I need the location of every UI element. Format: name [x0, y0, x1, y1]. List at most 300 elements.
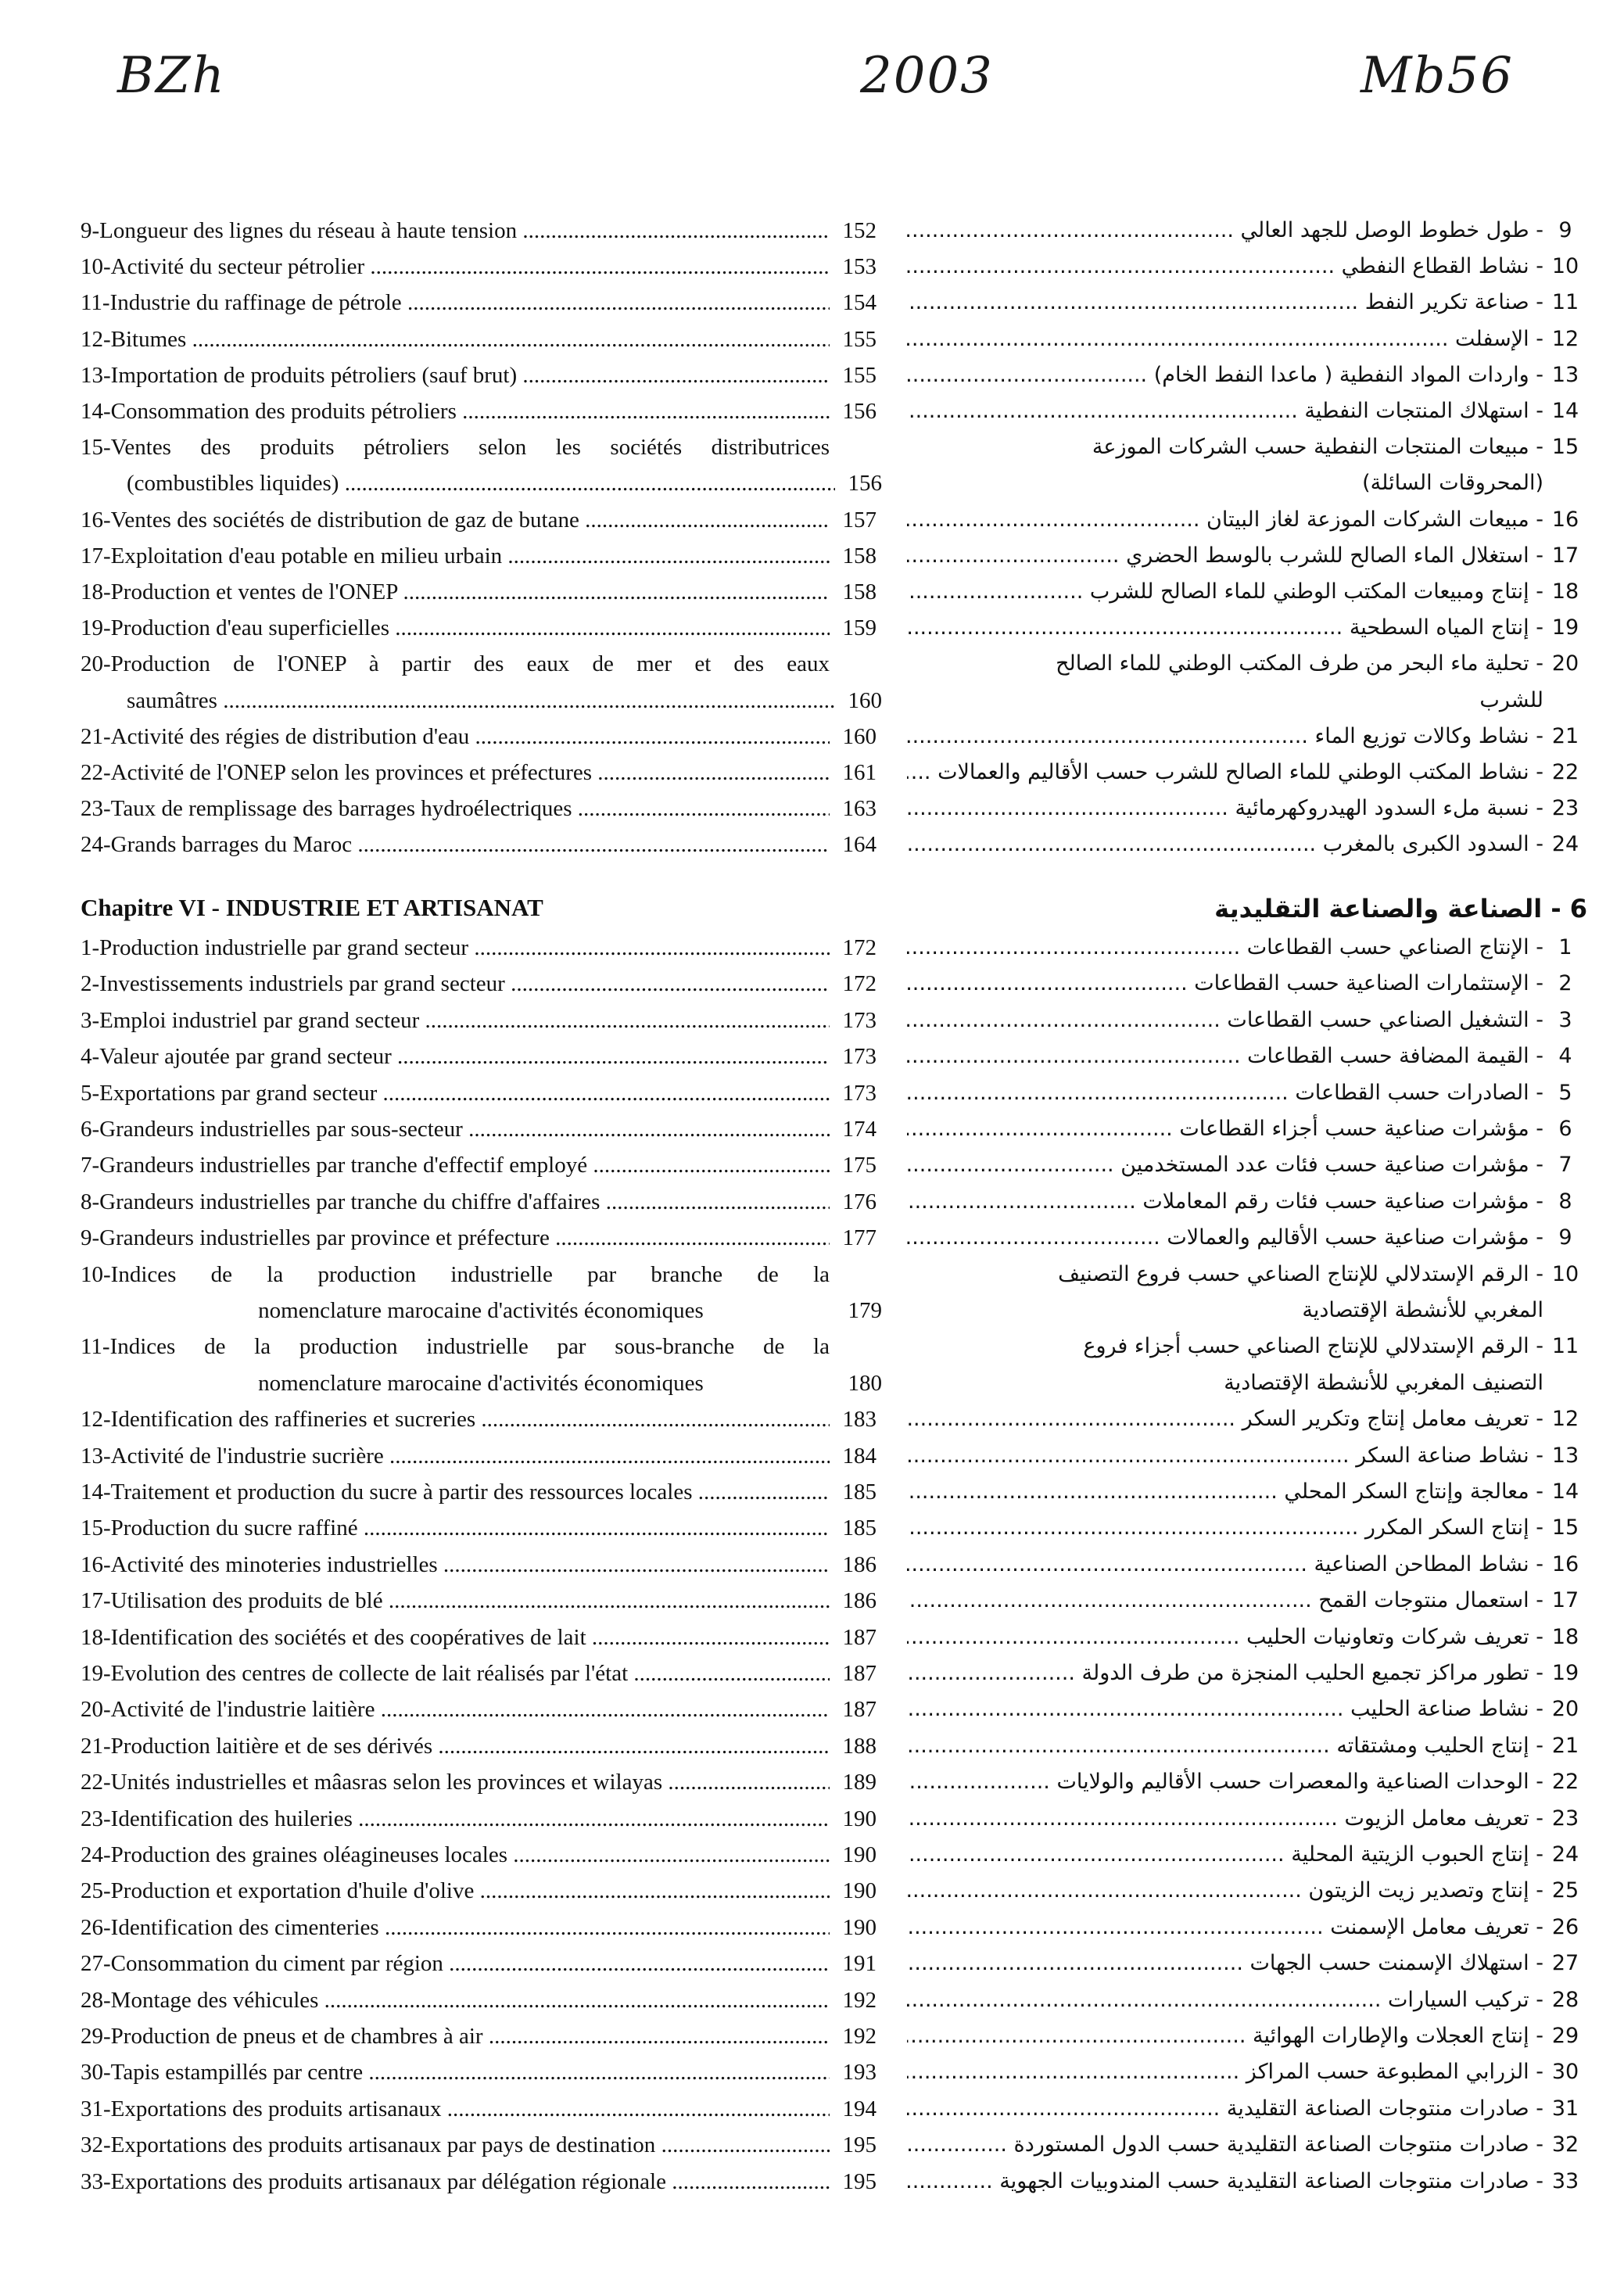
toc-entry-page: 158	[842, 543, 877, 568]
toc-entry	[81, 358, 877, 393]
toc-entry	[81, 1329, 877, 1364]
toc-entry-title: - الصادرات حسب القطاعات .....	[907, 1076, 1543, 1110]
toc-entry	[907, 1257, 1587, 1292]
toc-entry-page: 172	[842, 971, 877, 997]
toc-entry-title: - الزرابي المطبوعة حسب المراكز .....	[907, 2055, 1543, 2089]
toc-entry-number: 7	[1558, 1153, 1572, 1178]
toc-entry	[81, 1729, 877, 1763]
toc-entry-page: 154	[842, 290, 877, 316]
french-chapter-heading	[81, 894, 543, 922]
toc-entry-title: - استعمال منتوجات القمح .....	[907, 1583, 1543, 1618]
toc-entry	[81, 791, 877, 826]
toc-entry-title: 7-Grandeurs industrielles par tranche d'effectif employé .....	[81, 1148, 830, 1182]
toc-entry-title: 17-Exploitation d'eau potable en milieu urbain .....	[81, 539, 830, 573]
toc-entry-page: 189	[842, 1770, 877, 1795]
toc-entry-number: 4	[1558, 1044, 1572, 1069]
toc-entry-title: - نشاط القطاع النفطي .....	[907, 249, 1543, 284]
toc-entry	[907, 1692, 1587, 1727]
toc-entry-number: 23	[1551, 796, 1579, 821]
toc-entry	[907, 1185, 1587, 1219]
toc-entry-number: 17	[1551, 1588, 1579, 1613]
toc-entry	[81, 827, 877, 862]
toc-entry-page: 156	[842, 399, 877, 424]
toc-entry-number: 29	[1551, 2024, 1579, 2048]
toc-entry-page: 185	[842, 1515, 877, 1541]
arabic-chapter-heading: 6 - الصناعة والصناعة التقليدية	[1214, 894, 1587, 924]
toc-entry-number: 18	[1551, 1624, 1579, 1649]
toc-entry-number: 23	[1551, 1806, 1579, 1831]
toc-entry-title: - تحلية ماء البحر من طرف المكتب الوطني للماء الصالح	[1056, 651, 1543, 676]
toc-entry-number: 9	[1558, 218, 1572, 242]
toc-entry-title: - مؤشرات صناعية حسب فئات رقم المعاملات .....	[907, 1185, 1543, 1219]
toc-entry-page: 191	[842, 1951, 877, 1977]
toc-entry-page: 177	[842, 1225, 877, 1251]
toc-entry-title: - إنتاج المياه السطحية .....	[907, 611, 1543, 645]
toc-entry-page: 187	[842, 1697, 877, 1723]
toc-entry-title: 2-Investissements industriels par grand secteur .....	[81, 967, 830, 1001]
toc-entry-title: - السدود الكبرى بالمغرب .....	[907, 827, 1543, 862]
toc-entry-title: 11-Industrie du raffinage de pétrole .....	[81, 285, 830, 320]
handwritten-note-right: Mb56	[1361, 47, 1514, 105]
toc-entry-number: 11	[1551, 290, 1579, 315]
toc-entry	[907, 1112, 1587, 1146]
toc-entry	[81, 719, 877, 754]
toc-entry-page: 176	[842, 1189, 877, 1214]
toc-entry-title: 16-Activité des minoteries industrielles .....	[81, 1548, 830, 1582]
toc-entry-title: 22-Activité de l'ONEP selon les provinces et préfectures .....	[81, 755, 830, 790]
toc-entry	[907, 1765, 1587, 1799]
toc-entry-title: (combustibles liquides) .....	[86, 466, 835, 500]
toc-entry	[907, 611, 1587, 645]
toc-entry-title: - صادرات منتوجات الصناعة التقليدية حسب الدول المستوردة .....	[907, 2128, 1543, 2162]
toc-entry	[81, 1583, 877, 1618]
toc-entry-page: 194	[842, 2096, 877, 2121]
toc-entry-number: 12	[1551, 326, 1579, 351]
toc-entry-title: - إنتاج الحبوب الزيتية المحلية .....	[907, 1838, 1543, 1872]
toc-entry-title: - التشغيل الصناعي حسب القطاعات .....	[907, 1003, 1543, 1038]
toc-entry	[81, 967, 877, 1001]
toc-entry-page: 195	[842, 2168, 877, 2194]
toc-entry-title: - نشاط المكتب الوطني للماء الصالح للشرب حسب الأقاليم والعمالات .....	[907, 755, 1543, 790]
toc-entry	[907, 1402, 1587, 1436]
toc-entry	[907, 1003, 1587, 1038]
toc-entry-page: 179	[848, 1298, 882, 1323]
toc-entry-title: 12-Identification des raffineries et sucreries .....	[81, 1402, 830, 1436]
toc-entry-title: 20-Production de l'ONEP à partir des eaux de mer et des eaux	[81, 651, 830, 677]
toc-entry-number: 12	[1551, 1407, 1579, 1432]
toc-entry	[86, 683, 882, 718]
toc-entry	[907, 430, 1587, 464]
toc-entry	[81, 1076, 877, 1110]
toc-entry-page	[830, 430, 877, 464]
toc-entry	[81, 1620, 877, 1655]
toc-entry-title: - الإسفلت .....	[907, 322, 1543, 357]
toc-entry-number: 32	[1551, 2132, 1579, 2157]
toc-entry-title: 13-Importation de produits pétroliers (sauf brut) .....	[81, 358, 830, 393]
toc-entry-page: 187	[842, 1624, 877, 1650]
toc-entry-title: 27-Consommation du ciment par région .....	[81, 1946, 830, 1981]
toc-entry	[907, 1656, 1587, 1691]
toc-entry	[907, 1039, 1587, 1074]
toc-entry-title: 24-Production des graines oléagineuses locales .....	[81, 1838, 830, 1872]
toc-entry	[907, 575, 1587, 609]
toc-entry	[907, 791, 1587, 826]
toc-entry-number: 22	[1551, 1770, 1579, 1795]
toc-entry-page: 159	[842, 615, 877, 641]
toc-entry-number: 8	[1558, 1189, 1572, 1214]
toc-entry-title: - صادرات منتوجات الصناعة التقليدية .....	[907, 2092, 1543, 2126]
toc-entry-page: 155	[842, 326, 877, 352]
toc-entry-page: 187	[842, 1661, 877, 1686]
toc-entry-number: 14	[1551, 1479, 1579, 1504]
toc-entry-page: 185	[842, 1479, 877, 1505]
toc-entry-page: 192	[842, 2024, 877, 2049]
toc-entry	[907, 1329, 1587, 1364]
toc-entry-title: 33-Exportations des produits artisanaux par délégation régionale .....	[81, 2164, 830, 2199]
toc-entry	[81, 322, 877, 357]
toc-entry	[81, 611, 877, 645]
toc-entry-title: - إنتاج وتصدير زيت الزيتون .....	[907, 1874, 1543, 1908]
toc-entry-title: - الرقم الإستدلالي للإنتاج الصناعي حسب أجزاء فروع	[1083, 1334, 1543, 1359]
toc-entry-title: 13-Activité de l'industrie sucrière .....	[81, 1439, 830, 1473]
toc-entry	[907, 2092, 1587, 2126]
toc-entry	[81, 1003, 877, 1038]
toc-entry-page: 190	[842, 1842, 877, 1867]
toc-entry	[81, 1439, 877, 1473]
toc-entry-page: 186	[842, 1551, 877, 1577]
toc-entry-page	[830, 1329, 877, 1364]
toc-entry-title: - مؤشرات صناعية حسب فئات عدد المستخدمين .....	[907, 1148, 1543, 1182]
toc-entry-page: 190	[842, 1914, 877, 1940]
toc-entry	[86, 1293, 882, 1328]
toc-entry	[81, 1983, 877, 2017]
toc-entry	[907, 1729, 1587, 1763]
toc-entry-page: 161	[842, 760, 877, 785]
toc-entry	[81, 575, 877, 609]
toc-entry-number: 13	[1551, 1443, 1579, 1468]
toc-entry	[81, 1148, 877, 1182]
toc-entry-title: 8-Grandeurs industrielles par tranche du chiffre d'affaires .....	[81, 1185, 830, 1219]
toc-entry-page: 190	[842, 1806, 877, 1831]
toc-entry-number: 10	[1551, 254, 1579, 279]
toc-entry	[907, 249, 1587, 284]
toc-entry-title: 29-Production de pneus et de chambres à air .....	[81, 2019, 830, 2053]
toc-entry-number: 24	[1551, 832, 1579, 857]
toc-entry	[907, 827, 1587, 862]
toc-entry-title: 20-Activité de l'industrie laitière .....	[81, 1692, 830, 1727]
toc-entry	[81, 539, 877, 573]
toc-entry	[907, 322, 1587, 357]
toc-entry-title: 23-Taux de remplissage des barrages hydroélectriques .....	[81, 791, 830, 826]
toc-entry	[907, 967, 1587, 1001]
toc-entry-title: 25-Production et exportation d'huile d'olive .....	[81, 1874, 830, 1908]
toc-entry	[81, 285, 877, 320]
toc-entry-page: 164	[842, 832, 877, 858]
toc-entry	[907, 2055, 1587, 2089]
toc-entry	[81, 1946, 877, 1981]
toc-entry-number: 30	[1551, 2060, 1579, 2085]
toc-entry-title: المغربي للأنشطة الإقتصادية	[1302, 1298, 1543, 1322]
toc-entry	[81, 1257, 877, 1292]
toc-entry-title: - إنتاج العجلات والإطارات الهوائية .....	[907, 2019, 1543, 2053]
toc-entry-title: - نشاط صناعة الحليب .....	[907, 1692, 1543, 1727]
toc-entry	[907, 1221, 1587, 1255]
toc-entry-page: 173	[842, 1080, 877, 1106]
toc-entry	[907, 1076, 1587, 1110]
toc-entry	[907, 1910, 1587, 1945]
toc-entry-title: 21-Production laitière et de ses dérivés .....	[81, 1729, 830, 1763]
toc-entry-title: 14-Consommation des produits pétroliers .....	[81, 394, 830, 429]
toc-entry	[907, 2019, 1587, 2053]
toc-entry-title: 28-Montage des véhicules .....	[81, 1983, 830, 2017]
toc-entry-page: 160	[842, 723, 877, 749]
toc-entry-title: - الوحدات الصناعية والمعصرات حسب الأقاليم والولايات .....	[907, 1765, 1543, 1799]
toc-entry-title: - نشاط وكالات توزيع الماء .....	[907, 719, 1543, 754]
toc-entry	[907, 1439, 1587, 1473]
toc-entry-title: 17-Utilisation des produits de blé .....	[81, 1583, 830, 1618]
toc-entry	[81, 1765, 877, 1799]
toc-entry-number: 16	[1551, 1551, 1579, 1576]
toc-entry-number: 21	[1551, 1733, 1579, 1758]
toc-entry-number: 5	[1558, 1080, 1572, 1105]
toc-entry-title: 19-Production d'eau superficielles .....	[81, 611, 830, 645]
toc-entry-title: - القيمة المضافة حسب القطاعات .....	[907, 1039, 1543, 1074]
toc-entry-title: - استغلال الماء الصالح للشرب بالوسط الحضري .....	[907, 539, 1543, 573]
toc-entry	[81, 2055, 877, 2089]
toc-entry-title: - نسبة ملء السدود الهيدروكهرمائية .....	[907, 791, 1543, 826]
toc-entry-title: 4-Valeur ajoutée par grand secteur .....	[81, 1039, 830, 1074]
toc-entry-title: - نشاط صناعة السكر .....	[907, 1439, 1543, 1473]
toc-entry-number: 19	[1551, 615, 1579, 640]
toc-entry-title: - الإستثمارات الصناعية حسب القطاعات .....	[907, 967, 1543, 1001]
toc-entry	[81, 2128, 877, 2162]
toc-entry	[907, 1548, 1587, 1582]
toc-entry-title: - الرقم الإستدلالي للإنتاج الصناعي حسب فروع التصنيف	[1058, 1261, 1543, 1286]
toc-entry	[81, 1692, 877, 1727]
toc-entry	[907, 1148, 1587, 1182]
toc-entry	[907, 2164, 1587, 2199]
toc-entry-title: 15-Ventes des produits pétroliers selon les sociétés distributrices	[81, 435, 830, 461]
chapter-title: INDUSTRIE ET ARTISANAT	[225, 894, 543, 921]
toc-entry-number: 15	[1551, 435, 1579, 460]
toc-entry	[907, 1983, 1587, 2017]
toc-entry-title: - الإنتاج الصناعي حسب القطاعات .....	[907, 931, 1543, 965]
toc-entry-page: 173	[842, 1007, 877, 1033]
toc-entry-title: - معالجة وإنتاج السكر المحلي .....	[907, 1475, 1543, 1509]
toc-entry-title: - تطور مراكز تجميع الحليب المنجزة من طرف الدولة .....	[907, 1656, 1543, 1691]
toc-entry-title: - إنتاج السكر المكرر .....	[907, 1511, 1543, 1545]
toc-entry-page: 158	[842, 579, 877, 604]
toc-entry-number: 31	[1551, 2096, 1579, 2121]
toc-entry-number: 18	[1551, 579, 1579, 604]
toc-entry-title: saumâtres .....	[86, 683, 835, 718]
toc-entry-title: - استهلاك الإسمنت حسب الجهات .....	[907, 1946, 1543, 1981]
toc-entry-page: 156	[848, 471, 882, 497]
toc-entry-number: 14	[1551, 399, 1579, 423]
toc-entry-title: - إنتاج ومبيعات المكتب الوطني للماء الصالح للشرب .....	[907, 575, 1543, 609]
toc-entry	[81, 755, 877, 790]
toc-entry-number: 1	[1558, 935, 1572, 959]
toc-entry-title: 11-Indices de la production industrielle par sous-branche de la	[81, 1334, 830, 1360]
toc-entry-page: 155	[842, 362, 877, 388]
toc-entry	[81, 1802, 877, 1836]
toc-entry-title: - طول خطوط الوصل للجهد العالي .....	[907, 213, 1543, 248]
toc-entry-title: - مبيعات المنتجات النفطية حسب الشركات الموزعة	[1092, 435, 1543, 460]
toc-entry-number: 22	[1551, 760, 1579, 784]
toc-entry	[81, 213, 877, 248]
toc-entry-title: nomenclature marocaine d'activités économiques	[258, 1298, 704, 1323]
toc-entry	[907, 285, 1587, 320]
toc-entry-page: 172	[842, 935, 877, 960]
toc-entry-title: - تعريف معامل إنتاج وتكرير السكر .....	[907, 1402, 1543, 1436]
toc-entry	[907, 1802, 1587, 1836]
toc-entry-page: 153	[842, 254, 877, 280]
toc-entry-title: (المحروقات السائلة)	[1362, 471, 1543, 496]
toc-entry-page: 157	[842, 507, 877, 533]
toc-entry-title: 3-Emploi industriel par grand secteur .....	[81, 1003, 830, 1038]
toc-entry-number: 17	[1551, 543, 1579, 568]
toc-entry-title: 14-Traitement et production du sucre à partir des ressources locales .....	[81, 1475, 830, 1509]
toc-entry-title: 32-Exportations des produits artisanaux par pays de destination .....	[81, 2128, 830, 2162]
toc-entry-page: 184	[842, 1443, 877, 1469]
toc-entry	[907, 1620, 1587, 1655]
toc-entry-title: - مؤشرات صناعية حسب أجزاء القطاعات .....	[907, 1112, 1543, 1146]
toc-entry-title: - تركيب السيارات .....	[907, 1983, 1543, 2017]
toc-entry	[907, 2128, 1587, 2162]
toc-entry	[81, 1402, 877, 1436]
toc-entry	[81, 647, 877, 681]
toc-entry	[81, 1511, 877, 1545]
toc-entry-number: 24	[1551, 1842, 1579, 1867]
toc-entry-page: 186	[842, 1588, 877, 1614]
toc-entry	[81, 1112, 877, 1146]
toc-entry-title: - صناعة تكرير النفط .....	[907, 285, 1543, 320]
toc-entry-page: 188	[842, 1733, 877, 1759]
handwritten-note-left: BZh	[117, 47, 226, 105]
toc-entry-title: 5-Exportations par grand secteur .....	[81, 1076, 830, 1110]
toc-entry	[907, 647, 1587, 681]
toc-entry	[81, 1838, 877, 1872]
toc-entry	[81, 1874, 877, 1908]
toc-entry-title: 30-Tapis estampillés par centre .....	[81, 2055, 830, 2089]
toc-entry-title: nomenclature marocaine d'activités économiques	[258, 1370, 704, 1396]
toc-entry	[81, 931, 877, 965]
toc-entry	[907, 931, 1587, 965]
toc-entry-title: 1-Production industrielle par grand secteur .....	[81, 931, 830, 965]
toc-entry-title: التصنيف المغربي للأنشطة الإقتصادية	[1224, 1370, 1543, 1395]
toc-entry	[907, 1946, 1587, 1981]
toc-entry-number: 6	[1558, 1117, 1572, 1141]
toc-entry	[81, 1221, 877, 1255]
toc-entry	[81, 2019, 877, 2053]
toc-entry	[907, 394, 1587, 429]
toc-entry-title: 15-Production du sucre raffiné .....	[81, 1511, 830, 1545]
toc-entry-title: - استهلاك المنتجات النفطية .....	[907, 394, 1543, 429]
toc-entry-title: 16-Ventes des sociétés de distribution de gaz de butane .....	[81, 503, 830, 537]
toc-entry	[81, 1910, 877, 1945]
toc-entry-number: 33	[1551, 2168, 1579, 2193]
toc-entry	[81, 2092, 877, 2126]
toc-entry-number: 19	[1551, 1661, 1579, 1685]
toc-entry	[907, 213, 1587, 248]
toc-entry-page: 152	[842, 218, 877, 243]
toc-entry	[81, 2164, 877, 2199]
toc-entry-number: 10	[1551, 1261, 1579, 1286]
toc-entry	[81, 394, 877, 429]
toc-entry	[907, 1874, 1587, 1908]
toc-entry	[907, 1475, 1587, 1509]
toc-entry-number: 26	[1551, 1914, 1579, 1939]
toc-entry	[81, 249, 877, 284]
toc-entry-title: - تعريف معامل الزيوت .....	[907, 1802, 1543, 1836]
toc-entry	[907, 1366, 1587, 1401]
toc-entry-title: 9-Grandeurs industrielles par province et préfecture .....	[81, 1221, 830, 1255]
toc-entry	[81, 1656, 877, 1691]
toc-entry-number: 13	[1551, 362, 1579, 387]
toc-entry-page: 174	[842, 1117, 877, 1142]
toc-entry-number: 15	[1551, 1515, 1579, 1540]
toc-entry-title: - تعريف معامل الإسمنت .....	[907, 1910, 1543, 1945]
toc-entry-title: - مبيعات الشركات الموزعة لغاز البيتان .....	[907, 503, 1543, 537]
toc-entry-page: 180	[848, 1370, 882, 1396]
toc-entry-title: 6-Grandeurs industrielles par sous-secteur .....	[81, 1112, 830, 1146]
toc-entry-number: 9	[1558, 1225, 1572, 1250]
toc-entry-title: 31-Exportations des produits artisanaux .....	[81, 2092, 830, 2126]
toc-entry-title: 22-Unités industrielles et mâasras selon les provinces et wilayas .....	[81, 1765, 830, 1799]
toc-entry	[907, 1511, 1587, 1545]
toc-entry-title: 18-Production et ventes de l'ONEP .....	[81, 575, 830, 609]
toc-entry-page: 163	[842, 796, 877, 822]
toc-entry-title: 23-Identification des huileries .....	[81, 1802, 830, 1836]
toc-entry	[907, 755, 1587, 790]
toc-entry-title: 26-Identification des cimenteries .....	[81, 1910, 830, 1945]
toc-entry-number: 16	[1551, 507, 1579, 532]
toc-entry-number: 27	[1551, 1951, 1579, 1976]
toc-entry-title: - إنتاج الحليب ومشتقاته .....	[907, 1729, 1543, 1763]
toc-entry-title: - مؤشرات صناعية حسب الأقاليم والعمالات .....	[907, 1221, 1543, 1255]
toc-entry-number: 21	[1551, 723, 1579, 748]
toc-entry-title: 19-Evolution des centres de collecte de lait réalisés par l'état .....	[81, 1656, 830, 1691]
toc-entry-title: - صادرات منتوجات الصناعة التقليدية حسب المندوبيات الجهوية .....	[907, 2164, 1543, 2199]
toc-entry-page	[830, 647, 877, 681]
toc-entry	[81, 1475, 877, 1509]
toc-entry-number: 25	[1551, 1878, 1579, 1903]
toc-entry-number: 20	[1551, 1697, 1579, 1722]
toc-entry-title: 10-Activité du secteur pétrolier .....	[81, 249, 830, 284]
toc-entry-title: 24-Grands barrages du Maroc .....	[81, 827, 830, 862]
toc-entry-page: 183	[842, 1407, 877, 1433]
toc-entry-number: 11	[1551, 1334, 1579, 1359]
toc-entry	[81, 1548, 877, 1582]
toc-entry-title: للشرب	[1479, 687, 1543, 712]
toc-entry-title: 12-Bitumes .....	[81, 322, 830, 357]
toc-entry	[907, 683, 1587, 718]
toc-entry	[81, 503, 877, 537]
toc-entry	[907, 719, 1587, 754]
toc-entry-number: 3	[1558, 1007, 1572, 1032]
toc-entry-title: 21-Activité des régies de distribution d'eau .....	[81, 719, 830, 754]
toc-entry	[907, 1293, 1587, 1328]
toc-entry-title: 9-Longueur des lignes du réseau à haute tension .....	[81, 213, 830, 248]
toc-entry	[907, 1838, 1587, 1872]
toc-entry-number: 20	[1551, 651, 1579, 676]
toc-entry	[907, 503, 1587, 537]
toc-entry	[907, 466, 1587, 500]
toc-entry	[81, 1185, 877, 1219]
toc-entry	[907, 358, 1587, 393]
toc-entry-title: - تعريف شركات وتعاونيات الحليب .....	[907, 1620, 1543, 1655]
toc-entry	[907, 539, 1587, 573]
